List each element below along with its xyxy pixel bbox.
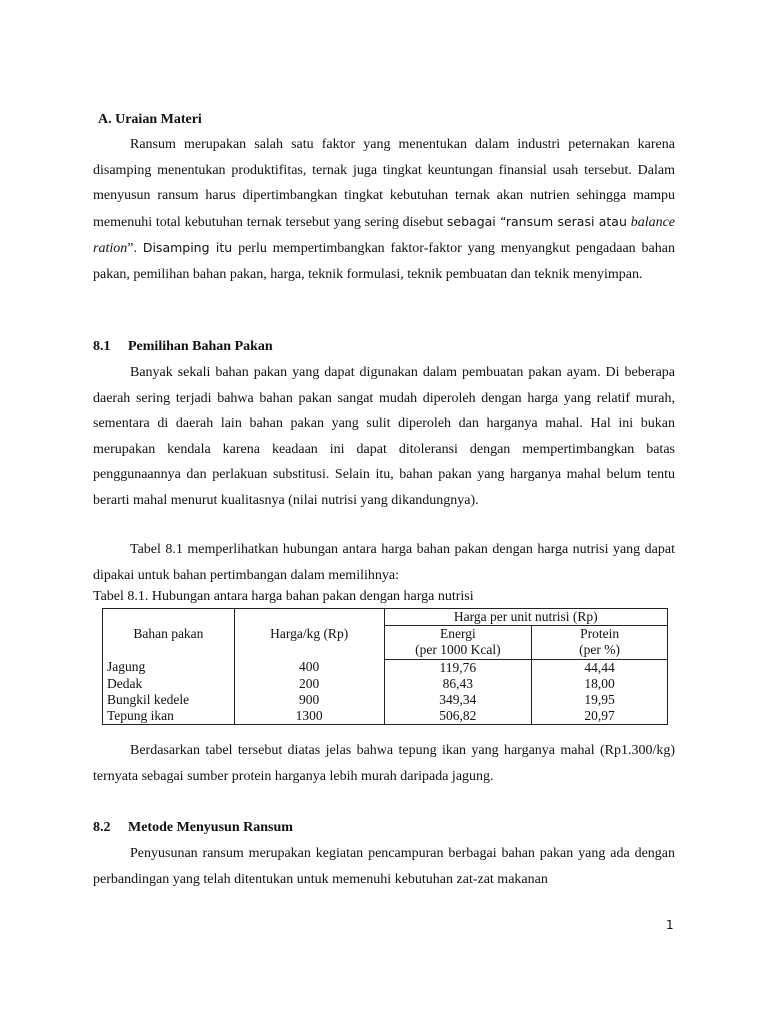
cell-harga: 900: [234, 692, 384, 708]
section-8-1-text-1: Banyak sekali bahan pakan yang dapat digunakan dalam pembuatan pakan ayam. Di beberapa daerah sering terjadi bahwa bahan pakan sangat mudah diperoleh dengan harga yang relatif murah, sementara di daerah lain bahan pakan yang sulit diperoleh dan harganya mahal. Hal ini bukan merupakan kendala karena keadaan ini dapat ditoleransi dengan mempertimbangkan batas penggunaannya dan perlakuan substitusi. Selain itu, bahan pakan yang harganya mahal belum tentu berarti mahal menurut kualitasnya (nilai nutrisi yang dikandungnya).: [93, 365, 675, 508]
section-a-sans-text-2: Disamping itu: [142, 240, 233, 255]
table-row: [103, 692, 668, 708]
section-8-1-heading: 8.1 Pemilihan Bahan Pakan: [93, 339, 273, 354]
section-8-2-paragraph: [93, 841, 675, 892]
cell-harga: 1300: [234, 708, 384, 725]
section-8-2-text: Penyusunan ransum merupakan kegiatan pencampuran berbagai bahan pakan yang ada dengan perbandingan yang telah ditentukan untuk memenuhi kebutuhan zat-zat makanan: [93, 846, 675, 887]
cell-bahan: Dedak: [103, 676, 235, 692]
section-8-1-paragraph-1: [93, 360, 675, 513]
section-a-heading: A. Uraian Materi: [98, 112, 202, 127]
cell-harga: 200: [234, 676, 384, 692]
table-row: [103, 659, 668, 676]
cell-harga: 400: [234, 659, 384, 676]
section-8-1-text-2: Tabel 8.1 memperlihatkan hubungan antara harga bahan pakan dengan harga nutrisi yang dapat dipakai untuk bahan pertimbangan dalam memilihnya:: [93, 542, 675, 583]
section-a-text-1: Ransum merupakan salah satu faktor yang menentukan dalam industri peternakan karena disamping menentukan produktifitas, ternak juga tingkat keuntungan finansial usah tersebut. Dalam menyusun ransum harus dipertimbangkan tingkat kebutuhan ternak akan nutrien sehingga mampu memenuhi total kebutuhan ternak tersebut yang sering disebut: [93, 137, 675, 230]
table-caption: Tabel 8.1. Hubungan antara harga bahan pakan dengan harga nutrisi: [93, 589, 474, 604]
cell-energi: 119,76: [384, 659, 532, 676]
cell-bahan: Bungkil kedele: [103, 692, 235, 708]
header-protein-unit: (per %): [532, 642, 668, 659]
header-harga-per-kg: Harga/kg (Rp): [234, 609, 384, 660]
header-energi: Energi: [384, 626, 532, 643]
cell-energi: 506,82: [384, 708, 532, 725]
after-table-paragraph: [93, 738, 675, 789]
header-protein: Protein: [532, 626, 668, 643]
section-8-1-paragraph-2: [93, 537, 675, 588]
section-a-text-2: perlu mempertimbangkan faktor-faktor yang menyangkut pengadaan bahan pakan, pemilihan bahan pakan, harga, teknik formulasi, teknik pembuatan dan teknik menyimpan.: [93, 241, 675, 282]
cell-protein: 44,44: [532, 659, 668, 676]
section-a-italic-term: balance ration: [93, 214, 676, 256]
table-row: [103, 708, 668, 725]
table-header-row: [103, 609, 668, 626]
cell-protein: 20,97: [532, 708, 668, 725]
header-bahan-pakan: Bahan pakan: [103, 609, 235, 660]
nutrition-price-table: [102, 608, 668, 725]
cell-energi: 349,34: [384, 692, 532, 708]
cell-bahan: Jagung: [103, 659, 235, 676]
cell-protein: 19,95: [532, 692, 668, 708]
section-a-paragraph: [93, 132, 675, 287]
cell-energi: 86,43: [384, 676, 532, 692]
section-a-quote: ”.: [127, 241, 137, 256]
header-energi-unit: (per 1000 Kcal): [384, 642, 532, 659]
header-harga-per-unit-nutrisi: Harga per unit nutrisi (Rp): [384, 609, 668, 626]
cell-bahan: Tepung ikan: [103, 708, 235, 725]
section-8-2-heading: 8.2 Metode Menyusun Ransum: [93, 820, 293, 835]
table-row: [103, 676, 668, 692]
section-a-sans-text-1: sebagai “ransum serasi atau: [446, 213, 627, 229]
page-number: 1: [666, 918, 674, 932]
cell-protein: 18,00: [532, 676, 668, 692]
after-table-text: Berdasarkan tabel tersebut diatas jelas bahwa tepung ikan yang harganya mahal (Rp1.300/kg) ternyata sebagai sumber protein harganya lebih murah daripada jagung.: [93, 743, 675, 784]
